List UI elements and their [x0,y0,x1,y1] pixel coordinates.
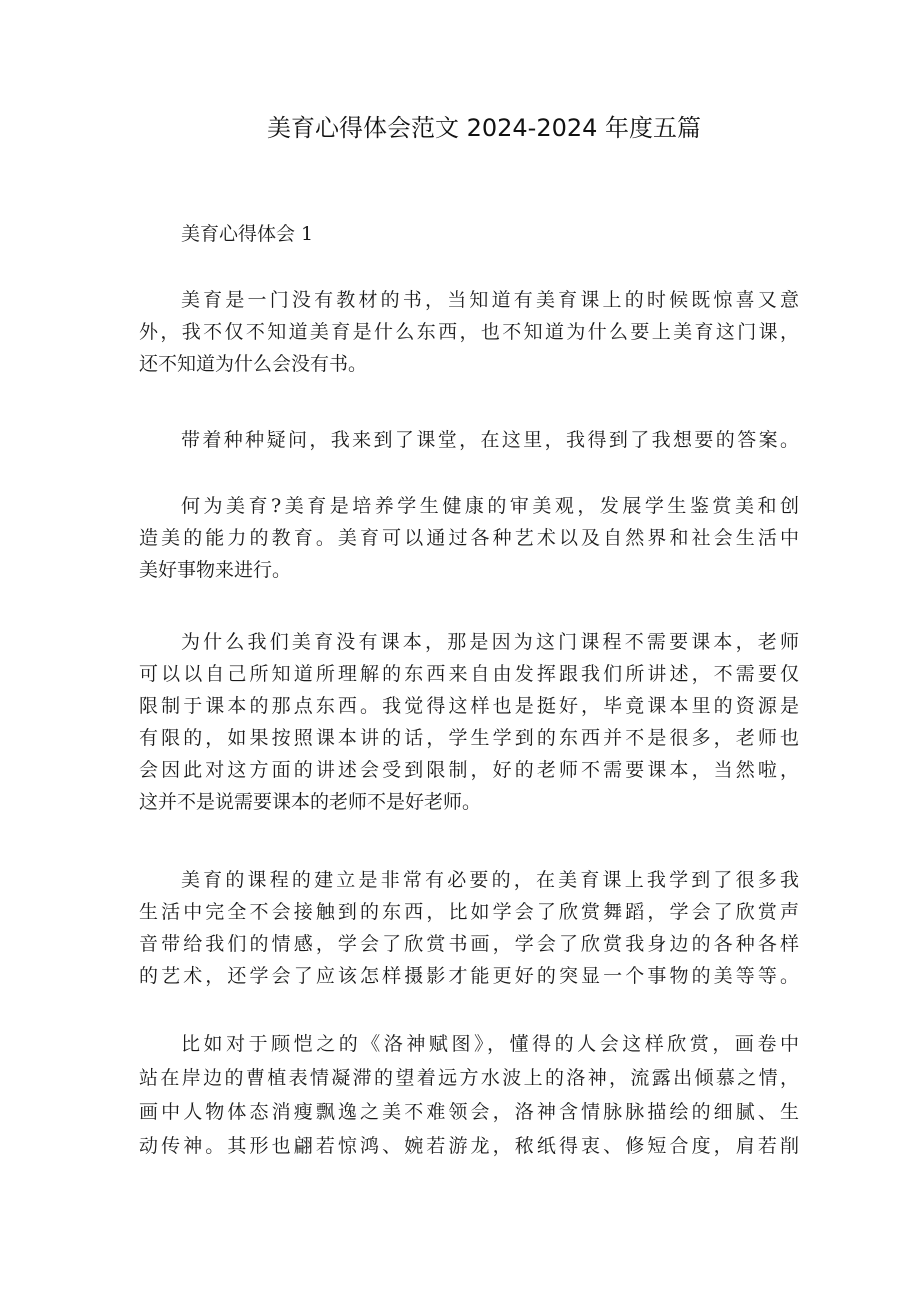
paragraph-line: 限制于课本的那点东西。我觉得这样也是挺好，毕竟课本里的资源是 [139,695,799,717]
paragraph-line: 带着种种疑问，我来到了课堂，在这里，我得到了我想要的答案。 [181,429,799,451]
paragraph-line: 还不知道为什么会没有书。 [139,353,368,375]
paragraph-line: 美育是一门没有教材的书，当知道有美育课上的时候既惊喜又意 [181,289,799,311]
paragraph-line: 音带给我们的情感，学会了欣赏书画，学会了欣赏我身边的各种各样 [139,933,799,955]
paragraph-line: 生活中完全不会接触到的东西，比如学会了欣赏舞蹈，学会了欣赏声 [139,901,799,923]
paragraph-line: 站在岸边的曹植表情凝滞的望着远方水波上的洛神，流露出倾慕之情， [139,1067,799,1089]
document-title: 美育心得体会范文 2024-2024 年度五篇 [266,114,702,142]
paragraph-line: 美好事物来进行。 [139,559,292,581]
paragraph-line: 外，我不仅不知道美育是什么东西，也不知道为什么要上美育这门课， [139,321,799,343]
paragraph-line: 有限的，如果按照课本讲的话，学生学到的东西并不是很多，老师也 [139,727,799,749]
paragraph-line: 画中人物体态消瘦飘逸之美不难领会，洛神含情脉脉描绘的细腻、生 [139,1101,799,1123]
paragraph-line: 比如对于顾恺之的《洛神赋图》，懂得的人会这样欣赏，画卷中 [181,1033,799,1055]
section-heading: 美育心得体会 1 [181,223,314,245]
paragraph-line: 美育的课程的建立是非常有必要的，在美育课上我学到了很多我 [181,869,799,891]
paragraph-line: 的艺术，还学会了应该怎样摄影才能更好的突显一个事物的美等等。 [139,965,799,987]
paragraph-line: 会因此对这方面的讲述会受到限制，好的老师不需要课本，当然啦， [139,759,799,781]
paragraph-line: 可以以自己所知道所理解的东西来自由发挥跟我们所讲述，不需要仅 [139,663,799,685]
paragraph-line: 动传神。其形也翩若惊鸿、婉若游龙，秾纸得衷、修短合度，肩若削 [139,1135,799,1157]
paragraph-line: 这并不是说需要课本的老师不是好老师。 [139,791,482,813]
paragraph-line: 造美的能力的教育。美育可以通过各种艺术以及自然界和社会生活中 [139,527,799,549]
paragraph-line: 为什么我们美育没有课本，那是因为这门课程不需要课本，老师 [181,631,799,653]
paragraph-line: 何为美育?美育是培养学生健康的审美观，发展学生鉴赏美和创 [181,495,799,517]
